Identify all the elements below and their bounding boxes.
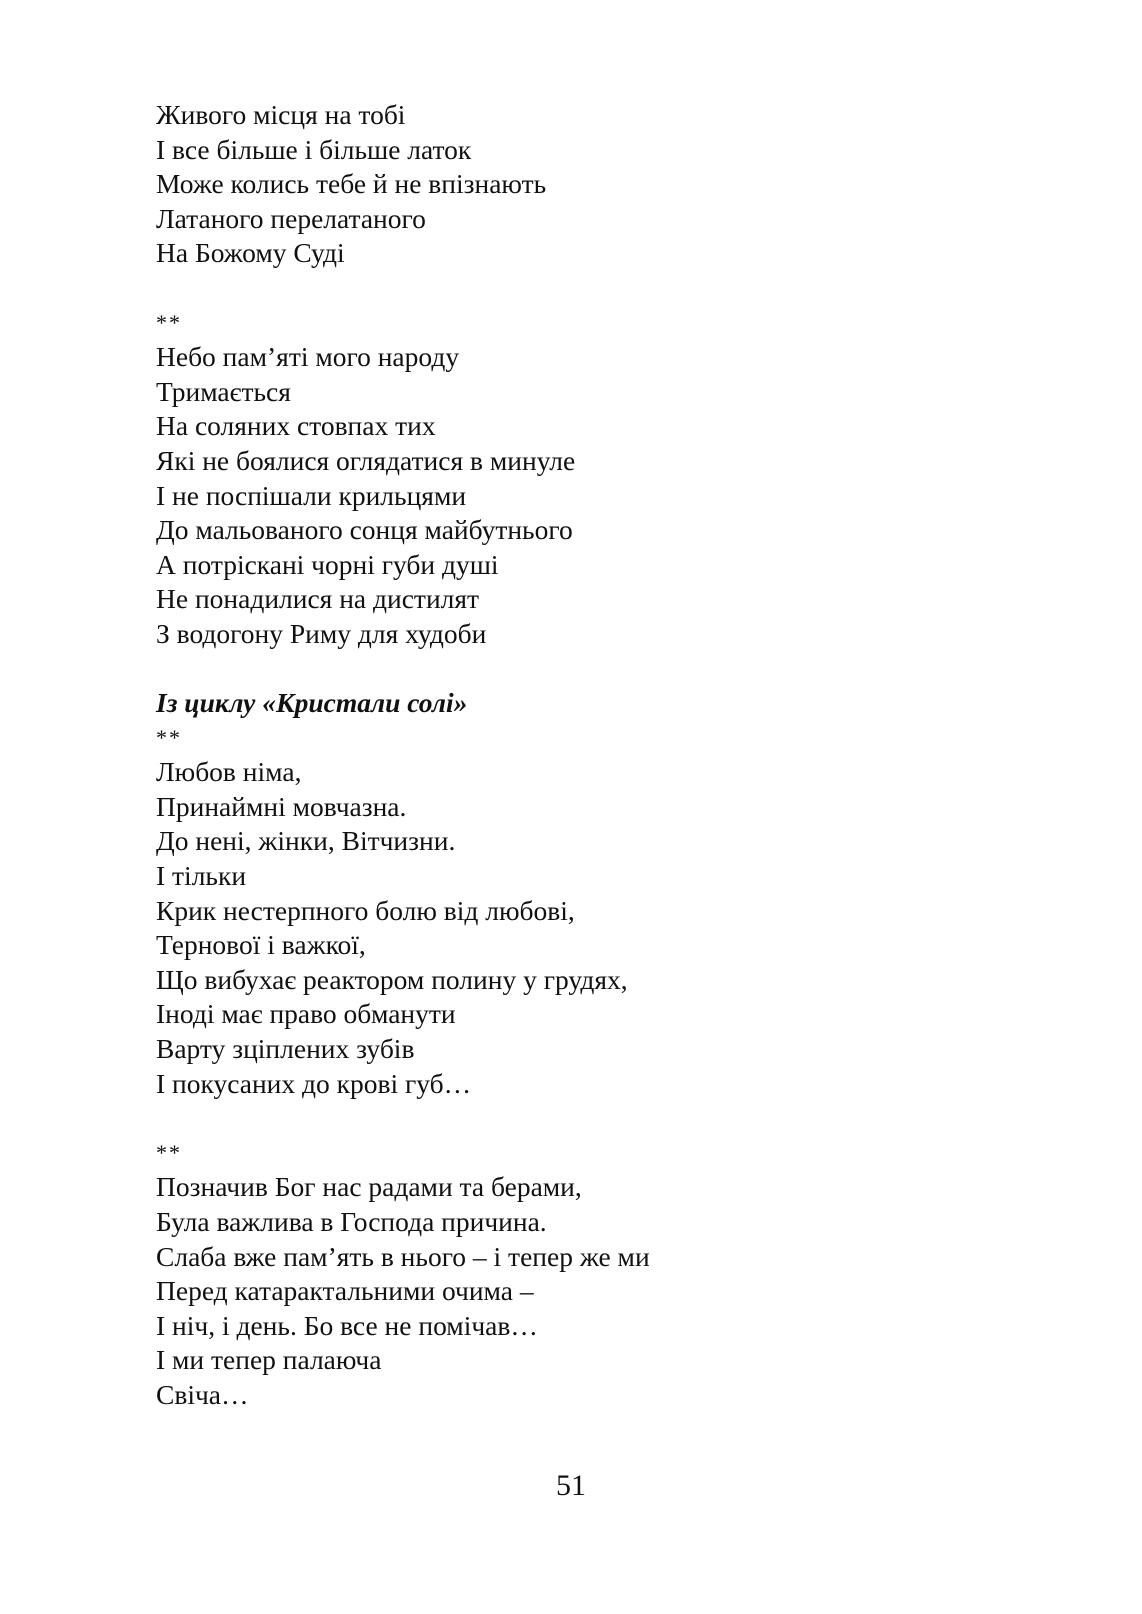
poem-line: Не понадилися на дистилят <box>156 583 480 615</box>
poem-line: Що вибухає реактором полину у грудях, <box>156 963 628 995</box>
poem-1 <box>156 98 1036 271</box>
stanza-gap <box>156 652 1036 687</box>
poem-line: Варту зціплених зубів <box>156 1033 415 1065</box>
poem-line: До мальованого сонця майбутнього <box>156 514 573 546</box>
poem-line: І покусаних до крові губ… <box>156 1067 472 1099</box>
poem-line: Живого місця на тобі <box>156 99 406 130</box>
poem-line: Які не боялися оглядатися в минуле <box>156 444 576 476</box>
poem-line: І тільки <box>156 860 247 892</box>
cycle-title: Із циклу «Кристали солі» <box>156 687 468 719</box>
poem-line: Перед катарактальними очима – <box>156 1275 534 1307</box>
section-marker: ** <box>156 1139 182 1165</box>
poem-line: Свіча… <box>156 1378 249 1410</box>
poem-line: Крик нестерпного болю від любові, <box>156 894 575 926</box>
poem-line: На соляних стовпах тих <box>156 410 436 442</box>
poem-3 <box>156 721 1036 1102</box>
poem-line: І все більше і більше латок <box>156 133 472 165</box>
poem-line: Іноді має право обманути <box>156 998 456 1030</box>
poem-line: Принаймні мовчазна. <box>156 790 407 822</box>
poem-line: Позначив Бог нас радами та берами, <box>156 1171 582 1203</box>
poem-line: А потріскані чорні губи душі <box>156 548 499 580</box>
poem-line: Тернової і важкої, <box>156 929 366 961</box>
poem-4 <box>156 1136 1036 1413</box>
poem-2 <box>156 306 1036 652</box>
stanza-gap <box>156 1101 1036 1136</box>
poem-line: Латаного перелатаного <box>156 202 426 234</box>
poem-line: Тримається <box>156 375 291 407</box>
poem-line: На Божому Суді <box>156 237 345 269</box>
stanza-gap <box>156 271 1036 306</box>
poem-line: З водогону Риму для худоби <box>156 617 487 649</box>
poem-line: До нені, жінки, Вітчизни. <box>156 825 456 857</box>
section-marker: ** <box>156 309 182 335</box>
poem-line: Любов німа, <box>156 756 302 788</box>
poem-line: Була важлива в Господа причина. <box>156 1206 547 1237</box>
poem-line: І ми тепер палаюча <box>156 1344 382 1376</box>
poem-line: Може колись тебе й не впізнають <box>156 168 547 200</box>
page-number: 51 <box>556 1469 586 1502</box>
poem-line: І ніч, і день. Бо все не помічав… <box>156 1309 538 1341</box>
poem-line: Небо пам’яті мого народу <box>156 341 460 373</box>
poem-line: І не поспішали крильцями <box>156 479 467 511</box>
poem-line: Слаба вже пам’ять в нього – і тепер же ми <box>156 1240 650 1272</box>
section-marker: ** <box>156 724 182 750</box>
page-content <box>156 98 1036 1413</box>
